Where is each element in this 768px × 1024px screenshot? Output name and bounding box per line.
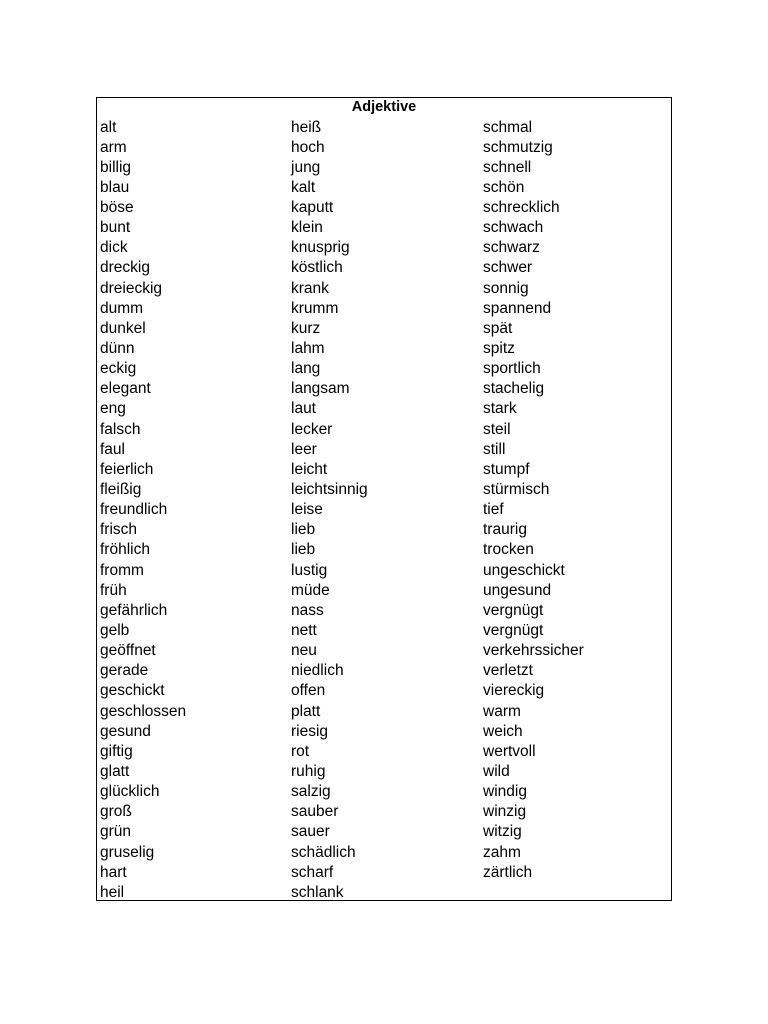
word-cell: knusprig [291,239,350,257]
word-cell: leichtsinnig [291,481,368,499]
word-cell: eng [100,400,126,418]
word-cell: still [483,440,506,458]
word-cell: nass [291,601,324,619]
word-cell: giftig [100,742,133,760]
word-cell: faul [100,440,125,458]
word-cell: eckig [100,360,137,378]
word-cell: scharf [291,863,334,881]
word-cell: stürmisch [483,481,550,499]
word-cell: rot [291,742,310,760]
word-cell: niedlich [291,662,344,680]
word-cell: lecker [291,420,333,438]
word-column-2 [291,118,481,903]
word-cell: früh [100,581,127,599]
word-cell: wertvoll [483,742,536,760]
word-cell: sauber [291,803,339,821]
word-cell: schmal [483,118,533,136]
word-cell: groß [100,803,132,821]
word-cell: fromm [100,561,144,579]
word-cell: leicht [291,460,328,478]
word-cell: glücklich [100,783,160,801]
word-cell: witzig [483,823,522,841]
word-cell: zärtlich [483,863,533,881]
word-cell: spitz [483,340,515,358]
word-cell: schwach [483,219,544,237]
word-cell: feierlich [100,460,154,478]
word-cell: dreckig [100,259,150,277]
word-cell: dick [100,239,128,257]
word-cell: offen [291,682,326,700]
word-cell: lustig [291,561,328,579]
word-cell: gelb [100,622,130,640]
word-cell: alt [100,118,117,136]
word-cell: langsam [291,380,350,398]
word-cell: billig [100,158,132,176]
word-cell: blau [100,178,130,196]
word-cell: geschickt [100,682,165,700]
word-cell: lahm [291,340,325,358]
word-cell: falsch [100,420,141,438]
word-cell: dünn [100,340,135,358]
word-cell: grün [100,823,132,841]
word-cell: kalt [291,178,316,196]
word-cell: kaputt [291,199,334,217]
word-cell: sonnig [483,279,529,297]
word-cell: böse [100,199,134,217]
word-cell: riesig [291,722,329,740]
word-cell: schön [483,178,525,196]
word-cell: schwarz [483,239,540,257]
word-cell: ruhig [291,763,326,780]
word-cell: viereckig [483,682,545,700]
word-cell: gerade [100,662,149,680]
word-cell: heil [100,883,125,901]
word-cell: weich [483,722,523,740]
word-cell: glatt [100,763,130,780]
word-cell: stachelig [483,380,545,398]
table-title: Adjektive [351,99,417,115]
word-cell: köstlich [291,259,343,277]
word-cell: spannend [483,299,552,317]
word-cell: leise [291,501,323,519]
word-cell: zahm [483,843,521,861]
word-cell: elegant [100,380,151,398]
word-cell: hart [100,863,127,881]
word-cell: geschlossen [100,702,187,720]
word-cell: ungeschickt [483,561,565,579]
word-cell: tief [483,501,504,519]
word-cell: spät [483,319,513,337]
word-cell: schlank [291,883,344,901]
word-cell: freundlich [100,501,168,519]
word-cell: verletzt [483,662,533,680]
word-cell: lieb [291,521,316,539]
word-cell: heiß [291,118,322,136]
word-cell: fröhlich [100,541,150,559]
word-cell: vergnügt [483,601,544,619]
word-cell: klein [291,219,323,237]
word-cell: laut [291,400,316,418]
word-cell: gruselig [100,843,155,861]
word-cell: schwer [483,259,533,277]
word-cell: arm [100,138,127,156]
word-cell: traurig [483,521,527,539]
word-cell: steil [483,420,511,438]
word-cell: krank [291,279,329,297]
word-cell: windig [483,783,527,801]
word-cell: ungesund [483,581,552,599]
word-cell: stumpf [483,460,530,478]
word-cell: dunkel [100,319,146,337]
word-cell: platt [291,702,321,720]
word-cell: stark [483,400,517,418]
word-cell: vergnügt [483,622,544,640]
word-cell: wild [483,763,510,780]
word-cell: kurz [291,319,321,337]
word-cell: neu [291,642,317,660]
word-cell: winzig [483,803,527,821]
word-cell: lieb [291,541,316,559]
adjectives-table [96,97,672,901]
word-cell: sportlich [483,360,541,378]
word-cell: dreieckig [100,279,163,297]
word-cell: sauer [291,823,330,841]
word-cell: schädlich [291,843,356,861]
word-cell: schnell [483,158,532,176]
word-cell: verkehrssicher [483,642,584,660]
word-cell: hoch [291,138,325,156]
word-cell: gefährlich [100,601,168,619]
word-column-3 [483,118,673,883]
word-cell: frisch [100,521,138,539]
word-cell: lang [291,360,321,378]
word-cell: bunt [100,219,131,237]
word-cell: schmutzig [483,138,553,156]
word-cell: fleißig [100,481,142,499]
word-cell: jung [291,158,321,176]
word-cell: gesund [100,722,151,740]
word-cell: warm [483,702,521,720]
word-cell: leer [291,440,317,458]
word-cell: geöffnet [100,642,156,660]
word-column-1 [100,118,290,903]
word-cell: krumm [291,299,339,317]
word-cell: salzig [291,783,331,801]
word-cell: müde [291,581,330,599]
word-cell: nett [291,622,317,640]
word-cell: trocken [483,541,534,559]
word-cell: dumm [100,299,144,317]
word-cell: schrecklich [483,199,560,217]
